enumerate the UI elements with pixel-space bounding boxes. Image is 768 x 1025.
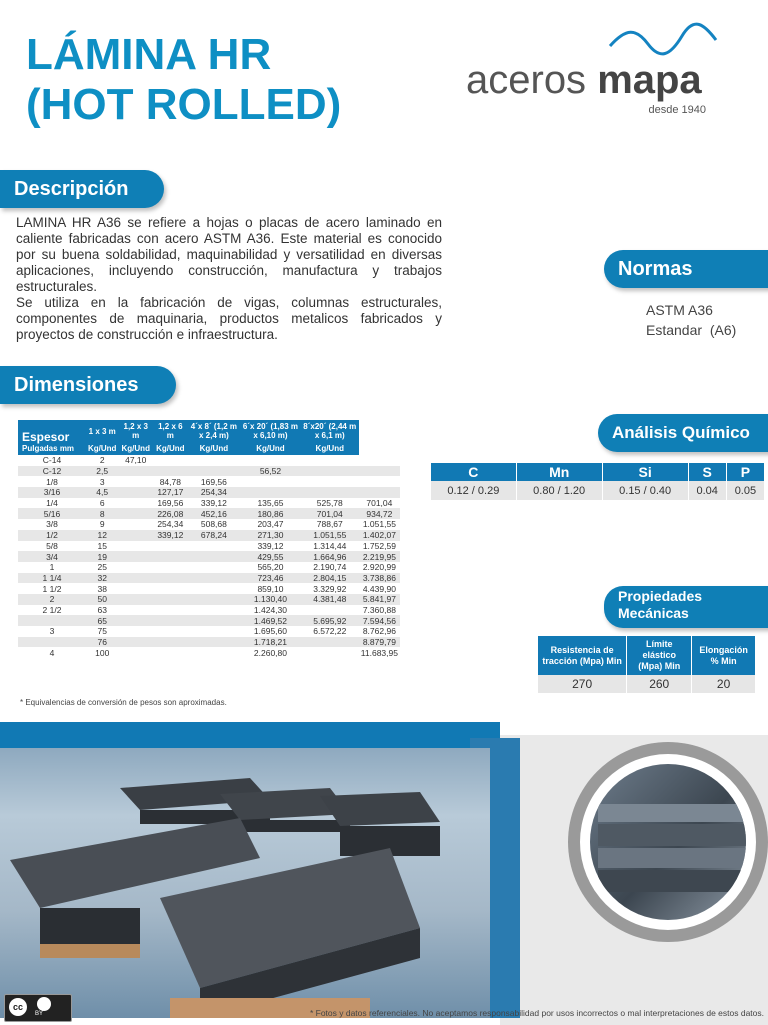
weight-cell: 4.381,48: [301, 594, 359, 605]
dimensions-footnote: * Equivalencias de conversión de pesos son aproximadas.: [20, 698, 227, 707]
pulgadas-cell: 1/4: [46, 498, 58, 509]
table-row: [18, 594, 400, 605]
weight-cell: 6.572,22: [313, 626, 347, 637]
weight-cell: [118, 615, 153, 626]
mm-cell: 2: [99, 455, 105, 466]
mm-cell: 12: [86, 530, 118, 541]
mm-cell: 65: [86, 615, 118, 626]
mech-value: 260: [627, 675, 692, 693]
weight-cell: [188, 615, 241, 626]
cc-icon: cc: [9, 998, 27, 1016]
weight-cell: [240, 455, 301, 466]
table-row: [18, 551, 400, 562]
weight-cell: [188, 626, 241, 637]
unit-header: Kg/Und: [301, 442, 359, 455]
weight-cell: 5.841,97: [359, 594, 400, 605]
weight-cell: [118, 551, 153, 562]
mech-header: Elongación % Min: [692, 636, 756, 675]
weight-cell: 508,68: [200, 519, 227, 530]
weight-cell: [188, 637, 241, 648]
weight-cell: [118, 508, 153, 519]
pulgadas-cell: 1 1/4: [18, 573, 86, 584]
weight-cell: [301, 476, 359, 487]
mm-cell: 50: [86, 594, 118, 605]
weight-cell: [153, 647, 188, 658]
weight-cell: [118, 466, 153, 477]
mm-cell: 15: [97, 540, 107, 551]
pulgadas-cell: 1 1/2: [42, 583, 62, 594]
weight-cell: 3.329,92: [313, 583, 347, 594]
weight-cell: [240, 476, 301, 487]
weight-cell: [188, 647, 241, 658]
weight-cell: 254,34: [157, 519, 184, 530]
weight-cell: [301, 647, 359, 658]
pulgadas-cell: C-12: [18, 466, 86, 477]
wave-logo-icon: [608, 22, 718, 56]
mech-header: Resistencia de tracción (Mpa) Min: [538, 636, 627, 675]
license-badge: [4, 994, 72, 1022]
weight-cell: [301, 605, 359, 616]
weight-cell: 429,55: [240, 551, 301, 562]
weight-cell: [118, 476, 153, 487]
weight-cell: [188, 466, 241, 477]
col-header: 1 x 3 m: [86, 420, 118, 442]
weight-cell: 1.314,44: [313, 540, 347, 551]
person-icon: [37, 997, 51, 1011]
weight-cell: [118, 594, 153, 605]
weight-cell: [188, 583, 241, 594]
logo-word-aceros: aceros: [466, 58, 587, 102]
unit-header: Kg/Und: [153, 442, 188, 455]
weight-cell: 56,52: [240, 466, 301, 477]
weight-cell: [118, 541, 153, 552]
section-dimensiones: Dimensiones: [0, 366, 176, 404]
chem-header: C: [431, 463, 516, 481]
mech-header: Límite elástico (Mpa) Min: [627, 636, 692, 675]
weight-cell: [118, 562, 153, 573]
pulgadas-cell: C-14: [42, 455, 62, 466]
weight-cell: 452,16: [188, 508, 241, 519]
unit-header: Kg/Und: [88, 444, 117, 453]
weight-cell: 2.804,15: [301, 573, 359, 584]
espesor-label: Espesor: [22, 430, 70, 444]
weight-cell: 565,20: [257, 562, 284, 573]
espesor-units: [22, 444, 84, 453]
pulgadas-cell: 2: [18, 594, 86, 605]
mm-label: mm: [59, 444, 75, 453]
pulgadas-label: Pulgadas: [22, 444, 58, 453]
mm-cell: 2,5: [86, 466, 118, 477]
weight-cell: [188, 541, 241, 552]
weight-cell: 934,72: [359, 508, 400, 519]
weight-cell: 2.190,74: [313, 562, 347, 573]
section-propiedades: [604, 586, 768, 628]
weight-cell: 701,04: [301, 508, 359, 519]
weight-cell: 1.718,21: [240, 637, 301, 648]
weight-cell: 84,78: [159, 476, 181, 487]
chemical-table: [431, 463, 765, 500]
logo-wordmark: [466, 58, 702, 103]
table-row: [18, 498, 400, 509]
weight-cell: 723,46: [240, 573, 301, 584]
blue-band: [0, 722, 500, 750]
weight-cell: [118, 647, 153, 658]
weight-cell: [118, 487, 153, 498]
weight-cell: [359, 466, 400, 477]
weight-cell: 8.879,79: [359, 637, 400, 648]
table-row: [18, 647, 400, 658]
weight-cell: 1.051,55: [362, 519, 396, 530]
weight-cell: 2.260,80: [253, 647, 287, 658]
weight-cell: [301, 637, 359, 648]
weight-cell: 127,17: [153, 487, 188, 498]
chem-value: 0.04: [688, 481, 726, 500]
mech-value: 20: [692, 675, 756, 693]
description-paragraph-2: Se utiliza en la fabricación de vigas, columnas estructurales, componentes de maquinaria, productos metalicos fabricados y proyectos de construcción e infraestructura.: [16, 295, 442, 342]
espesor-header: [18, 420, 86, 455]
weight-cell: 1.752,59: [362, 540, 396, 551]
chem-header: Mn: [516, 463, 602, 481]
table-row: [18, 519, 400, 530]
weight-cell: 788,67: [316, 519, 343, 530]
pulgadas-cell: [18, 637, 86, 648]
weight-cell: [359, 487, 400, 498]
chem-header: P: [726, 463, 764, 481]
weight-cell: 339,12: [257, 540, 284, 551]
weight-cell: [153, 466, 188, 477]
table-row: [18, 615, 400, 626]
weight-cell: [301, 466, 359, 477]
mech-value: 270: [538, 675, 627, 693]
norma-item: ASTM A36: [646, 302, 713, 318]
pulgadas-cell: 4: [49, 647, 55, 658]
table-row: [18, 605, 400, 616]
table-row: [18, 626, 400, 637]
description-paragraph-1: LAMINA HR A36 se refiere a hojas o placas de acero laminado en caliente fabricadas con acero ASTM A36. Este material es conocido por su buena soldabilidad, maquinabilidad y versatilidad en diversas aplicaciones, incluyendo construcción, manufactura y trabajos estructurales.: [16, 215, 442, 294]
weight-cell: [188, 562, 241, 573]
weight-cell: 226,08: [153, 508, 188, 519]
weight-cell: 169,56: [200, 476, 227, 487]
table-row: [18, 466, 400, 477]
weight-cell: [153, 562, 188, 573]
pulgadas-cell: 1: [49, 562, 55, 573]
dimensions-table: [18, 420, 400, 658]
mm-cell: 63: [97, 604, 107, 615]
table-row: [18, 487, 400, 498]
col-header: 4´x 8´ (1,2 m x 2,4 m): [188, 420, 241, 442]
weight-cell: [153, 573, 188, 584]
chem-value: 0.05: [726, 481, 764, 500]
mm-cell: 8: [86, 508, 118, 519]
pulgadas-cell: 1/2: [18, 530, 86, 541]
section-normas: Normas: [604, 250, 768, 288]
weight-cell: [188, 551, 241, 562]
weight-cell: 1.051,55: [301, 530, 359, 541]
weight-cell: [359, 476, 400, 487]
mm-cell: 76: [86, 637, 118, 648]
logo-since: desde 1940: [648, 104, 706, 116]
weight-cell: 2.219,95: [359, 551, 400, 562]
table-row: [18, 541, 400, 552]
mechanical-table: [538, 636, 756, 693]
weight-cell: [118, 519, 153, 530]
weight-cell: [153, 605, 188, 616]
mm-cell: 3: [99, 476, 105, 487]
steel-sheets-photo: [0, 748, 490, 1018]
title-line-1: LÁMINA HR: [26, 30, 272, 79]
weight-cell: 1.664,96: [301, 551, 359, 562]
weight-cell: [118, 637, 153, 648]
table-row: [18, 562, 400, 573]
weight-cell: 180,86: [240, 508, 301, 519]
table-row: [18, 455, 400, 466]
table-row: [18, 508, 400, 519]
weight-cell: [188, 573, 241, 584]
inset-sheets-illustration: [590, 764, 746, 920]
company-logo: [466, 22, 746, 122]
weight-cell: 1.130,40: [240, 594, 301, 605]
weight-cell: [153, 615, 188, 626]
table-row: [18, 573, 400, 584]
pulgadas-cell: 3/4: [18, 551, 86, 562]
col-header: 1,2 x 3 m: [118, 420, 153, 442]
col-header: 1,2 x 6 m: [153, 420, 188, 442]
page-title: [26, 30, 341, 130]
mm-cell: 4,5: [86, 487, 118, 498]
weight-cell: 678,24: [188, 530, 241, 541]
mm-cell: 6: [99, 498, 105, 509]
propiedades-line-1: Propiedades: [618, 588, 703, 604]
weight-cell: [188, 605, 241, 616]
by-label: BY: [35, 1011, 44, 1017]
chem-header: S: [688, 463, 726, 481]
mm-cell: 38: [97, 583, 107, 594]
weight-cell: [153, 551, 188, 562]
table-row: [18, 530, 400, 541]
inset-photo: [590, 764, 746, 920]
weight-cell: 1.424,30: [253, 604, 287, 615]
table-row: [18, 637, 400, 648]
unit-header: Kg/Und: [188, 442, 241, 455]
section-descripcion: Descripción: [0, 170, 164, 208]
weight-cell: [118, 498, 153, 509]
weight-cell: [153, 541, 188, 552]
weight-cell: [301, 487, 359, 498]
logo-word-mapa: mapa: [597, 58, 702, 102]
weight-cell: [118, 530, 153, 541]
mm-cell: 25: [97, 562, 107, 573]
chem-header: Si: [602, 463, 688, 481]
weight-cell: 701,04: [366, 498, 393, 509]
chem-value: 0.80 / 1.20: [516, 481, 602, 500]
pulgadas-cell: 3: [49, 626, 55, 637]
weight-cell: 1.469,52: [240, 615, 301, 626]
normas-list: [646, 300, 736, 340]
weight-cell: [153, 637, 188, 648]
weight-cell: [301, 455, 359, 466]
weight-cell: [153, 455, 188, 466]
pulgadas-cell: 2 1/2: [42, 604, 62, 615]
pulgadas-cell: 3/16: [18, 487, 86, 498]
weight-cell: 11.683,95: [360, 647, 398, 658]
weight-cell: [188, 455, 241, 466]
weight-cell: [359, 455, 400, 466]
weight-cell: 2.920,99: [362, 562, 396, 573]
weight-cell: [118, 583, 153, 594]
steel-stacks-illustration: [0, 748, 490, 1018]
weight-cell: 271,30: [240, 530, 301, 541]
weight-cell: 169,56: [157, 498, 184, 509]
chem-value: 0.12 / 0.29: [431, 481, 516, 500]
weight-cell: [240, 487, 301, 498]
weight-cell: 47,10: [125, 455, 147, 466]
chem-value: 0.15 / 0.40: [602, 481, 688, 500]
mm-cell: 32: [86, 573, 118, 584]
mm-cell: 100: [95, 647, 110, 658]
weight-cell: [118, 605, 153, 616]
mm-cell: 75: [97, 626, 107, 637]
weight-cell: 525,78: [316, 498, 343, 509]
unit-header: Kg/Und: [240, 442, 301, 455]
weight-cell: 1.695,60: [253, 626, 287, 637]
weight-cell: [188, 594, 241, 605]
weight-cell: 7.594,56: [359, 615, 400, 626]
pulgadas-cell: 5/8: [46, 540, 58, 551]
col-header: 8´x20´ (2,44 m x 6,1 m): [301, 420, 359, 442]
pulgadas-cell: 1/8: [46, 476, 58, 487]
mm-cell: 19: [86, 551, 118, 562]
disclaimer: * Fotos y datos referenciales. No aceptamos responsabilidad por usos incorrectos o mal interpretaciones de estos datos.: [309, 1008, 764, 1018]
weight-cell: 3.738,86: [359, 573, 400, 584]
section-analisis: Análisis Químico: [598, 414, 768, 452]
weight-cell: 5.695,92: [301, 615, 359, 626]
title-line-2: (HOT ROLLED): [26, 80, 342, 129]
weight-cell: 203,47: [257, 519, 284, 530]
table-row: [18, 476, 400, 487]
weight-cell: 339,12: [153, 530, 188, 541]
weight-cell: [153, 626, 188, 637]
weight-cell: [118, 573, 153, 584]
weight-cell: 7.360,88: [362, 604, 396, 615]
weight-cell: 4.439,90: [362, 583, 396, 594]
weight-cell: [153, 594, 188, 605]
pulgadas-cell: 5/16: [18, 508, 86, 519]
mm-cell: 9: [99, 519, 105, 530]
weight-cell: 254,34: [188, 487, 241, 498]
pulgadas-cell: 3/8: [46, 519, 58, 530]
weight-cell: [153, 583, 188, 594]
propiedades-line-2: Mecánicas: [618, 605, 689, 621]
weight-cell: 1.402,07: [359, 530, 400, 541]
dimensions-table-body: [18, 455, 400, 658]
weight-cell: 339,12: [200, 498, 227, 509]
table-row: [18, 583, 400, 594]
weight-cell: 859,10: [257, 583, 284, 594]
description-text: [16, 215, 442, 343]
norma-item: Estandar (A6): [646, 322, 737, 338]
weight-cell: [118, 626, 153, 637]
weight-cell: 8.762,96: [362, 626, 396, 637]
pulgadas-cell: [18, 615, 86, 626]
weight-cell: 135,65: [257, 498, 284, 509]
unit-header: Kg/Und: [118, 442, 153, 455]
col-header: 6´x 20´ (1,83 m x 6,10 m): [240, 420, 301, 442]
